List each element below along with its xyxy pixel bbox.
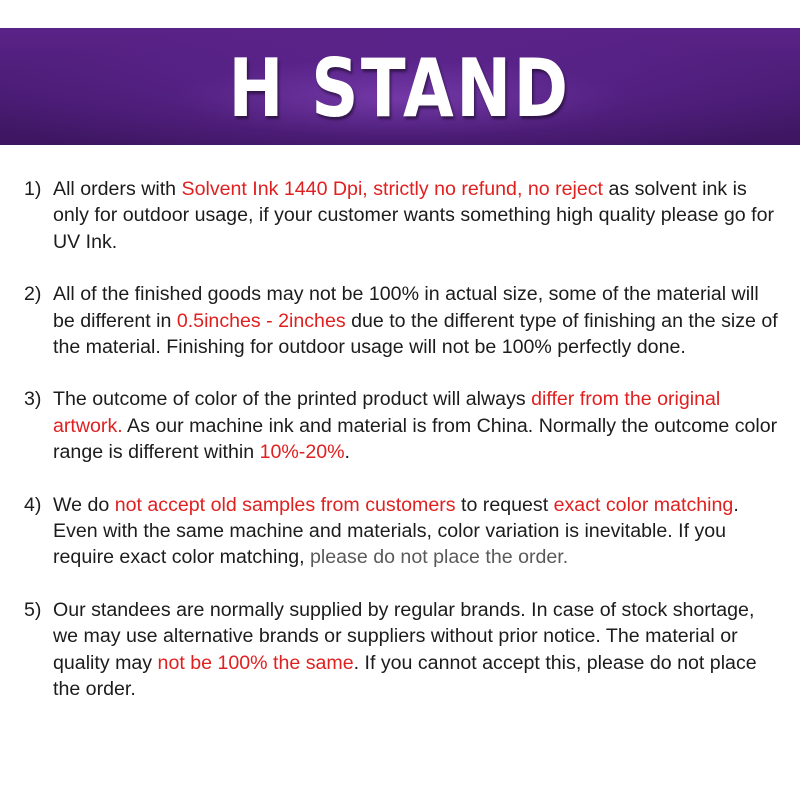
text-segment: All of the finished goods may not be 100% in actual size, some of the material will be different in: [53, 283, 759, 332]
item-text: [53, 178, 774, 253]
item-number: 2): [24, 283, 42, 306]
text-segment: . Even with the same machine and materials, color variation is inevitable. If you require exact color matching,: [53, 493, 739, 569]
text-segment: The outcome of color of the printed product will always: [53, 388, 532, 411]
text-segment: As our machine ink and material is from China. Normally the outcome color range is different within: [53, 414, 778, 464]
item-text: [53, 283, 778, 358]
item-text: [53, 494, 739, 569]
item-number: 1): [24, 178, 42, 200]
page-title: H STAND: [229, 41, 571, 135]
item-number: 3): [24, 388, 42, 411]
highlight-segment: Solvent Ink 1440 Dpi, strictly no refund, no reject: [181, 178, 603, 200]
policy-list: [24, 176, 784, 703]
policy-item-1: [24, 176, 784, 255]
text-segment: . If you cannot accept this, please do not place the order.: [53, 651, 757, 701]
title-banner: [0, 28, 800, 145]
text-segment: All orders with: [53, 178, 182, 200]
policy-item-4: [24, 492, 784, 571]
item-text: [53, 599, 757, 700]
policy-item-2: [24, 281, 784, 360]
item-number: 5): [24, 598, 42, 621]
text-segment: as solvent ink is only for outdoor usage, if your customer wants something high quality please go for UV Ink.: [53, 178, 775, 253]
text-segment: to request: [455, 493, 554, 516]
highlight-segment: 10%-20%: [259, 441, 345, 464]
text-segment: Our standees are normally supplied by regular brands. In case of stock shortage, we may use alternative brands or suppliers without prior notice. The material or quality may: [53, 598, 755, 674]
item-number: 4): [24, 493, 42, 516]
text-segment: .: [344, 441, 350, 464]
policy-item-5: [24, 597, 784, 703]
text-segment: due to the different type of finishing an the size of the material. Finishing for outdoor usage will not be 100% perfectly done.: [53, 309, 778, 359]
item-text: [53, 388, 777, 463]
highlight-segment: not accept old samples from customers: [114, 493, 456, 516]
muted-segment: please do not place the order.: [310, 546, 569, 569]
highlight-segment: 0.5inches - 2inches: [176, 309, 346, 332]
highlight-segment: not be 100% the same: [157, 651, 354, 674]
text-segment: We do: [53, 493, 115, 516]
highlight-segment: exact color matching: [553, 493, 734, 516]
highlight-segment: differ from the original artwork.: [53, 388, 721, 437]
policy-item-3: [24, 386, 784, 465]
